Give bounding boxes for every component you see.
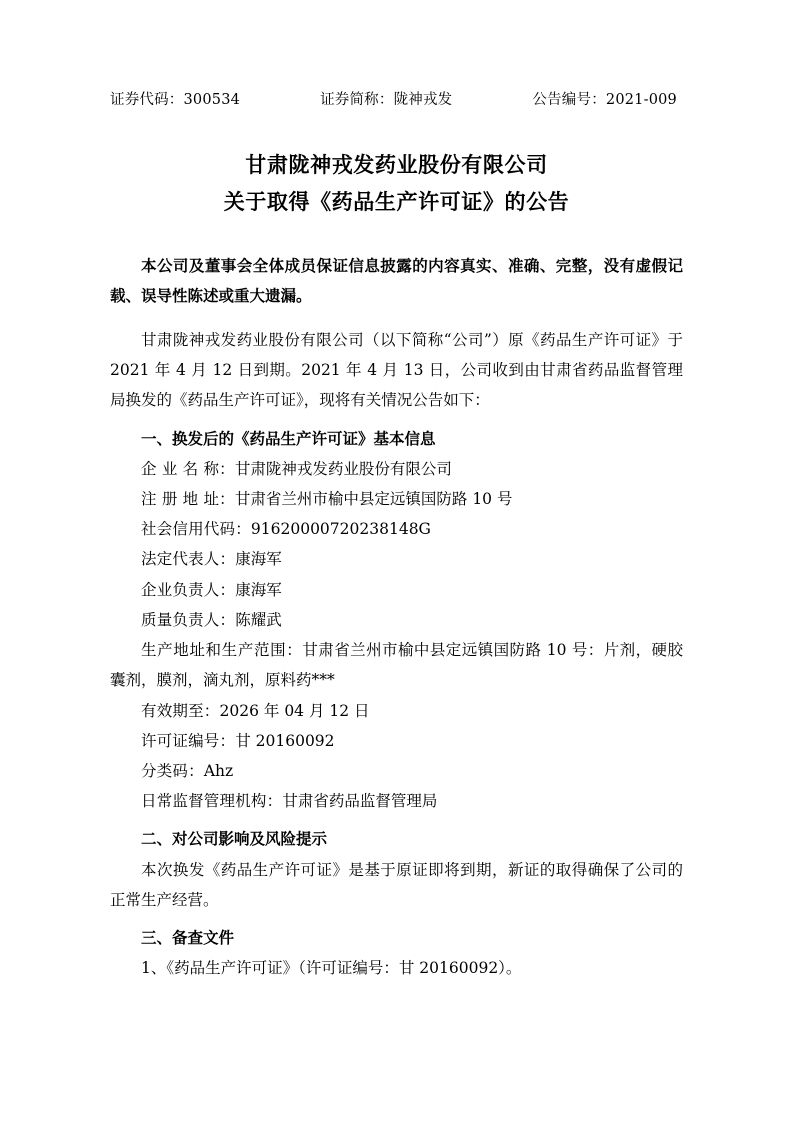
field-label: 质量负责人： — [141, 610, 236, 629]
intro-paragraph: 甘肃陇神戎发药业股份有限公司（以下简称“公司”）原《药品生产许可证》于 2021 年 4 月 12 日到期。2021 年 4 月 13 日，公司收到由甘肃省药品监督管理局换发的《药品生产许可证》，现将有关情况公告如下： — [110, 330, 683, 410]
field-value: 康海军 — [235, 580, 282, 599]
field-credit-code — [110, 514, 683, 544]
field-license-number — [110, 726, 683, 756]
field-label: 社会信用代码： — [141, 520, 251, 539]
field-value: 康海军 — [235, 550, 282, 569]
section-heading-1: 一、换发后的《药品生产许可证》基本信息 — [141, 428, 436, 448]
field-value: 甘 20160092 — [235, 731, 335, 750]
field-classification-code — [110, 756, 683, 786]
title-line-1: 甘肃陇神戎发药业股份有限公司 — [245, 152, 548, 177]
field-value: 甘肃陇神戎发药业股份有限公司 — [234, 459, 452, 478]
security-code: 证券代码：300534 — [110, 92, 241, 108]
disclaimer-statement: 本公司及董事会全体成员保证信息披露的内容真实、准确、完整，没有虚假记载、误导性陈述或重大遗漏。 — [110, 255, 683, 305]
document-header — [110, 88, 683, 109]
field-company-name — [110, 454, 683, 484]
section-2-paragraph: 本次换发《药品生产许可证》是基于原证即将到期，新证的取得确保了公司的正常生产经营。 — [110, 860, 683, 909]
field-label: 许可证编号： — [141, 731, 236, 750]
field-legal-representative — [110, 544, 683, 574]
field-label: 日常监督管理机构： — [141, 792, 283, 811]
field-valid-until — [110, 696, 683, 726]
field-enterprise-head — [110, 575, 683, 605]
field-value: 陈耀武 — [235, 610, 282, 629]
field-label: 企业负责人： — [141, 580, 236, 599]
field-quality-head — [110, 605, 683, 635]
field-label: 分类码： — [141, 762, 204, 780]
list-item: 1、《药品生产许可证》（许可证编号：甘 20160092）。 — [141, 959, 522, 978]
field-production-address-scope — [110, 635, 683, 695]
security-abbr: 证券简称：陇神戎发 — [320, 92, 453, 108]
field-value: 2026 年 04 月 12 日 — [219, 701, 370, 720]
page-title — [110, 147, 683, 221]
section-heading-3: 三、备查文件 — [141, 928, 235, 948]
section-heading-2: 二、对公司影响及风险提示 — [141, 829, 328, 849]
field-label: 有效期至： — [141, 701, 220, 720]
field-label: 生产地址和生产范围： — [141, 641, 303, 660]
title-line-2: 关于取得《药品生产许可证》的公告 — [223, 188, 570, 214]
field-value: 甘肃省药品监督管理局 — [282, 792, 438, 811]
field-supervisory-authority — [110, 786, 683, 816]
field-value: 甘肃省兰州市榆中县定远镇国防路 10 号：片剂，硬胶囊剂，膜剂，滴丸剂，原料药*** — [110, 641, 683, 690]
notice-number: 公告编号：2021-009 — [532, 92, 677, 108]
field-value: Ahz — [203, 762, 234, 780]
field-value: 91620000720238148G — [250, 520, 431, 539]
field-registered-address — [110, 484, 683, 514]
field-label: 注 册 地 址： — [141, 490, 235, 509]
field-label: 法定代表人： — [141, 550, 236, 569]
field-label: 企 业 名 称： — [141, 459, 235, 478]
field-value: 甘肃省兰州市榆中县定远镇国防路 10 号 — [234, 490, 513, 509]
